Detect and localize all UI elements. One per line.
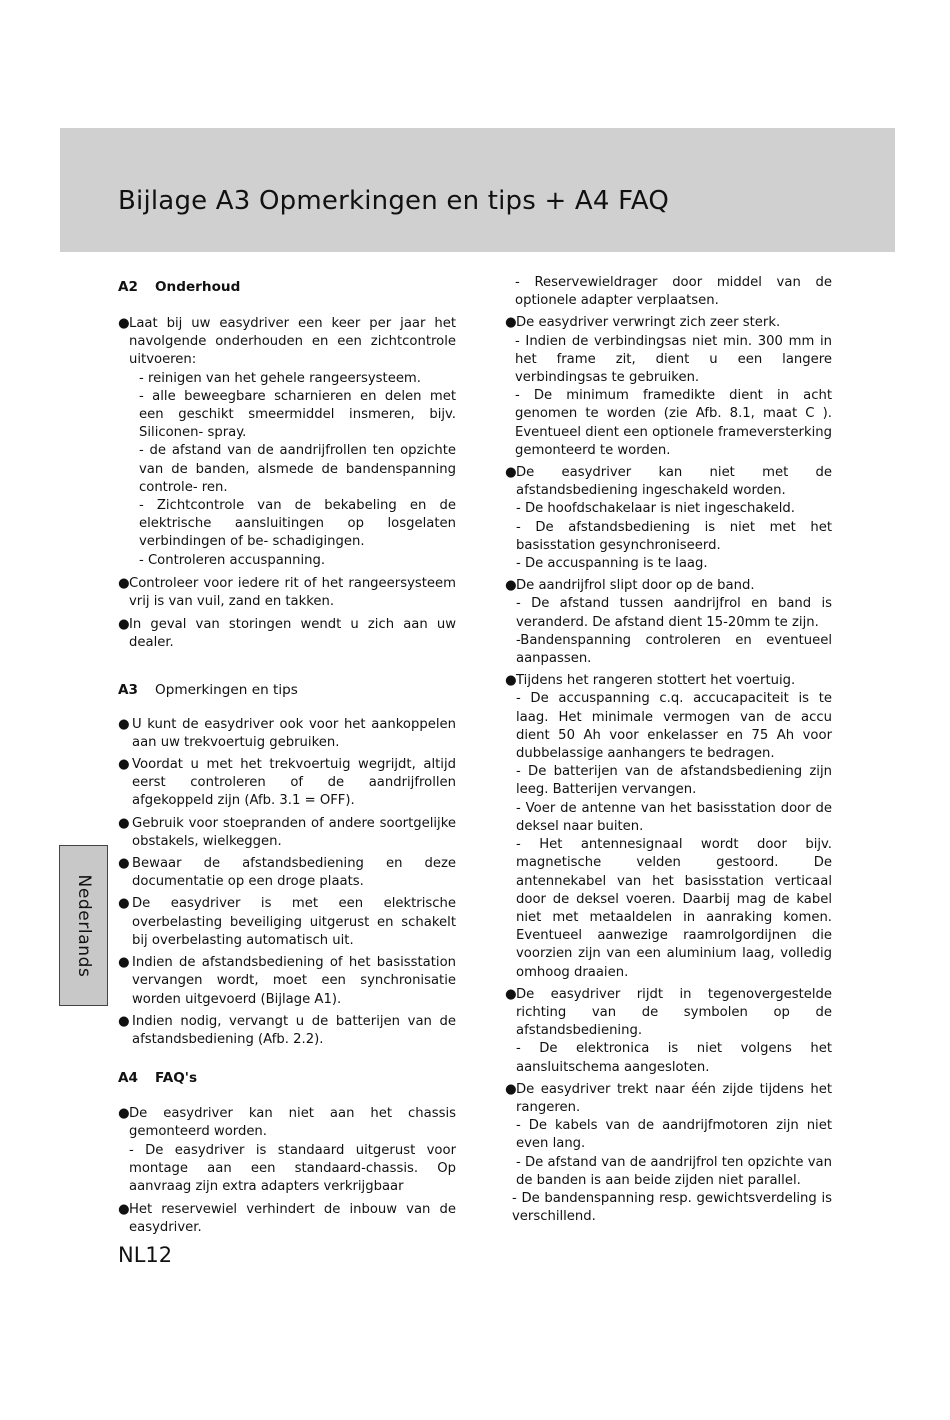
bullet-icon: ● — [505, 673, 517, 689]
bullet-icon: ● — [118, 575, 130, 591]
faq-answer: - De afstand tussen aandrijfrol en band is veranderd. De afstand dient 15-20mm te zijn. — [516, 596, 832, 630]
list-item — [118, 895, 456, 950]
list-item-text: In geval van storingen wendt u zich aan uw dealer. — [129, 617, 456, 651]
page-title: Bijlage A3 Opmerkingen en tips + A4 FAQ — [118, 186, 670, 216]
bullet-icon: ● — [505, 986, 517, 1002]
list-item — [118, 756, 456, 811]
faq-item — [505, 986, 832, 1077]
faq-answer: -Bandenspanning controleren en eventueel aanpassen. — [516, 632, 832, 667]
faq-answer: - Het antennesignaal wordt door bijv. magnetische velden gestoord. De antennekabel van het basisstation verticaal door de deksel voeren. Daarbij mag de kabel niet met metaaldelen in aanraking komen. Eventueel aanwezige raamrolgordijnen die voorzien zijn van een aluminium laag, volledig omhoog draaien. — [516, 837, 832, 980]
list-item — [118, 716, 456, 752]
list-item-text: De easydriver is met een elektrische overbelasting beveiliging uitgerust en schakelt bij overbelasting automatisch uit. — [132, 896, 456, 948]
faq-answer: - Voer de antenne van het basisstation door de deksel naar buiten. — [516, 800, 832, 834]
bullet-icon: ● — [118, 856, 130, 872]
faq-item — [505, 464, 832, 573]
faq-answer: - De batterijen van de afstandsbediening zijn leeg. Batterijen vervangen. — [516, 764, 832, 798]
bullet-icon: ● — [505, 465, 517, 481]
section-title: FAQ's — [155, 1070, 198, 1087]
bullet-icon: ● — [118, 617, 130, 633]
bullet-icon: ● — [118, 757, 130, 773]
faq-item — [505, 314, 832, 332]
faq-answer: - De afstand van de aandrijfrol ten opzichte van de banden is aan beide zijden niet parallel. — [516, 1154, 832, 1188]
sub-item: - Controleren accuspanning. — [139, 552, 326, 568]
list-item-text: Indien de afstandsbediening of het basisstation vervangen wordt, moet een synchronisatie worden uitgevoerd (Bijlage A1). — [132, 955, 456, 1007]
bullet-icon: ● — [505, 315, 517, 331]
faq-question: De easydriver rijdt in tegenovergestelde richting van de symbolen op de afstandsbediening. — [516, 986, 832, 1039]
list-item — [118, 954, 456, 1009]
faq-item — [118, 1105, 456, 1196]
section-title: Opmerkingen en tips — [155, 681, 298, 698]
list-item — [118, 855, 456, 891]
section-heading-a2 — [118, 278, 456, 296]
faq-item — [118, 1201, 456, 1237]
bullet-icon: ● — [118, 896, 130, 912]
faq-answer: - De bandenspanning resp. gewichtsverdeling is verschillend. — [512, 1190, 832, 1225]
bullet-icon: ● — [118, 1013, 130, 1029]
faq-answer: - Indien de verbindingsas niet min. 300 mm in het frame zit, dient u een langere verbindingsas te gebruiken. — [515, 333, 832, 386]
sub-item: - de afstand van de aandrijfrollen ten opzichte van de banden, alsmede de bandenspanning controle- ren. — [139, 443, 456, 495]
bullet-icon: ● — [118, 955, 130, 971]
bullet-icon: ● — [118, 1106, 130, 1122]
section-heading-a4 — [118, 1069, 456, 1087]
list-item-text: U kunt de easydriver ook voor het aankoppelen aan uw trekvoertuig gebruiken. — [132, 716, 456, 750]
left-column — [118, 278, 456, 1238]
list-item — [118, 315, 456, 570]
list-item-text: Controleer voor iedere rit of het rangeersysteem vrij is van vuil, zand en takken. — [129, 575, 456, 610]
sub-item: - Zichtcontrole van de bekabeling en de elektrische aansluitingen op losgelaten verbindingen of be- schadigingen. — [139, 498, 456, 550]
list-item-text: Indien nodig, vervangt u de batterijen van de afstandsbediening (Afb. 2.2). — [132, 1013, 456, 1047]
list-item — [118, 575, 456, 611]
section-number: A2 — [118, 279, 138, 295]
section-heading-a3 — [118, 681, 456, 699]
list-item — [118, 616, 456, 652]
bullet-icon: ● — [505, 578, 517, 594]
faq-answer: - De minimum framedikte dient in acht genomen te worden (zie Afb. 8.1, maat C ). Eventueel dient een optionele frameversterking gemonteerd te worden. — [515, 388, 832, 458]
faq-question: De easydriver kan niet aan het chassis gemonteerd worden. — [129, 1106, 456, 1140]
faq-answer: - De accuspanning is te laag. — [516, 556, 708, 572]
list-item-text: Bewaar de afstandsbediening en deze documentatie op een droge plaats. — [132, 856, 456, 890]
faq-answer: - De accuspanning c.q. accucapaciteit is te laag. Het minimale vermogen van de accu dient 50 Ah voor enkelasser en 75 Ah voor dubbelassige aanhangers te bedragen. — [516, 691, 832, 762]
language-side-tab — [59, 845, 108, 1006]
faq-item — [505, 672, 832, 981]
page-number: NL12 — [118, 1243, 173, 1267]
list-item — [118, 1013, 456, 1049]
right-column — [505, 274, 832, 1226]
faq-question: De easydriver trekt naar één zijde tijdens het rangeren. — [516, 1081, 832, 1115]
bullet-icon: ● — [118, 1202, 130, 1218]
sub-item: - alle beweegbare scharnieren en delen met een geschikt smeermiddel insmeren, bijv. Siliconen- spray. — [139, 388, 456, 441]
faq-answer: - De kabels van de aandrijfmotoren zijn niet even lang. — [516, 1118, 832, 1152]
faq-answer: - De easydriver is standaard uitgerust voor montage aan een standaard-chassis. Op aanvraag zijn extra adapters verkrijgbaar — [129, 1142, 456, 1194]
faq-question: De easydriver verwringt zich zeer sterk. — [516, 315, 781, 331]
faq-answer: - De elektronica is niet volgens het aansluitschema aangesloten. — [516, 1041, 832, 1075]
faq-answer: - De afstandsbediening is niet met het basisstation gesynchroniseerd. — [516, 519, 832, 553]
bullet-icon: ● — [118, 815, 130, 831]
section-number: A3 — [118, 681, 138, 698]
list-item — [118, 815, 456, 851]
bullet-icon: ● — [118, 316, 130, 331]
section-title: Onderhoud — [155, 279, 241, 295]
language-label: Nederlands — [74, 874, 94, 978]
faq-question: De easydriver kan niet met de afstandsbediening ingeschakeld worden. — [516, 465, 832, 499]
sub-item: - reinigen van het gehele rangeersysteem. — [139, 370, 421, 386]
bullet-icon: ● — [505, 1081, 517, 1097]
section-number: A4 — [118, 1070, 138, 1087]
faq-question: De aandrijfrol slipt door op de band. — [516, 578, 755, 594]
faq-question: Het reservewiel verhindert de inbouw van de easydriver. — [129, 1202, 456, 1236]
list-item-text: Laat bij uw easydriver een keer per jaar het navolgende onderhouden en een zichtcontrole uitvoeren: — [129, 316, 456, 368]
faq-answer: - De hoofdschakelaar is niet ingeschakeld. — [516, 501, 795, 517]
sub-list — [129, 370, 456, 570]
faq-question: Tijdens het rangeren stottert het voertuig. — [516, 673, 796, 689]
faq-answer: - Reservewieldrager door middel van de optionele adapter verplaatsen. — [515, 275, 832, 309]
faq-item — [505, 1081, 832, 1227]
bullet-icon: ● — [118, 716, 130, 732]
faq-item — [505, 577, 832, 668]
list-item-text: Voordat u met het trekvoertuig wegrijdt, altijd eerst controleren of de aandrijfrollen afgekoppeld zijn (Afb. 3.1 = OFF). — [132, 757, 456, 809]
list-item-text: Gebruik voor stoepranden of andere soortgelijke obstakels, wielkeggen. — [132, 815, 456, 849]
